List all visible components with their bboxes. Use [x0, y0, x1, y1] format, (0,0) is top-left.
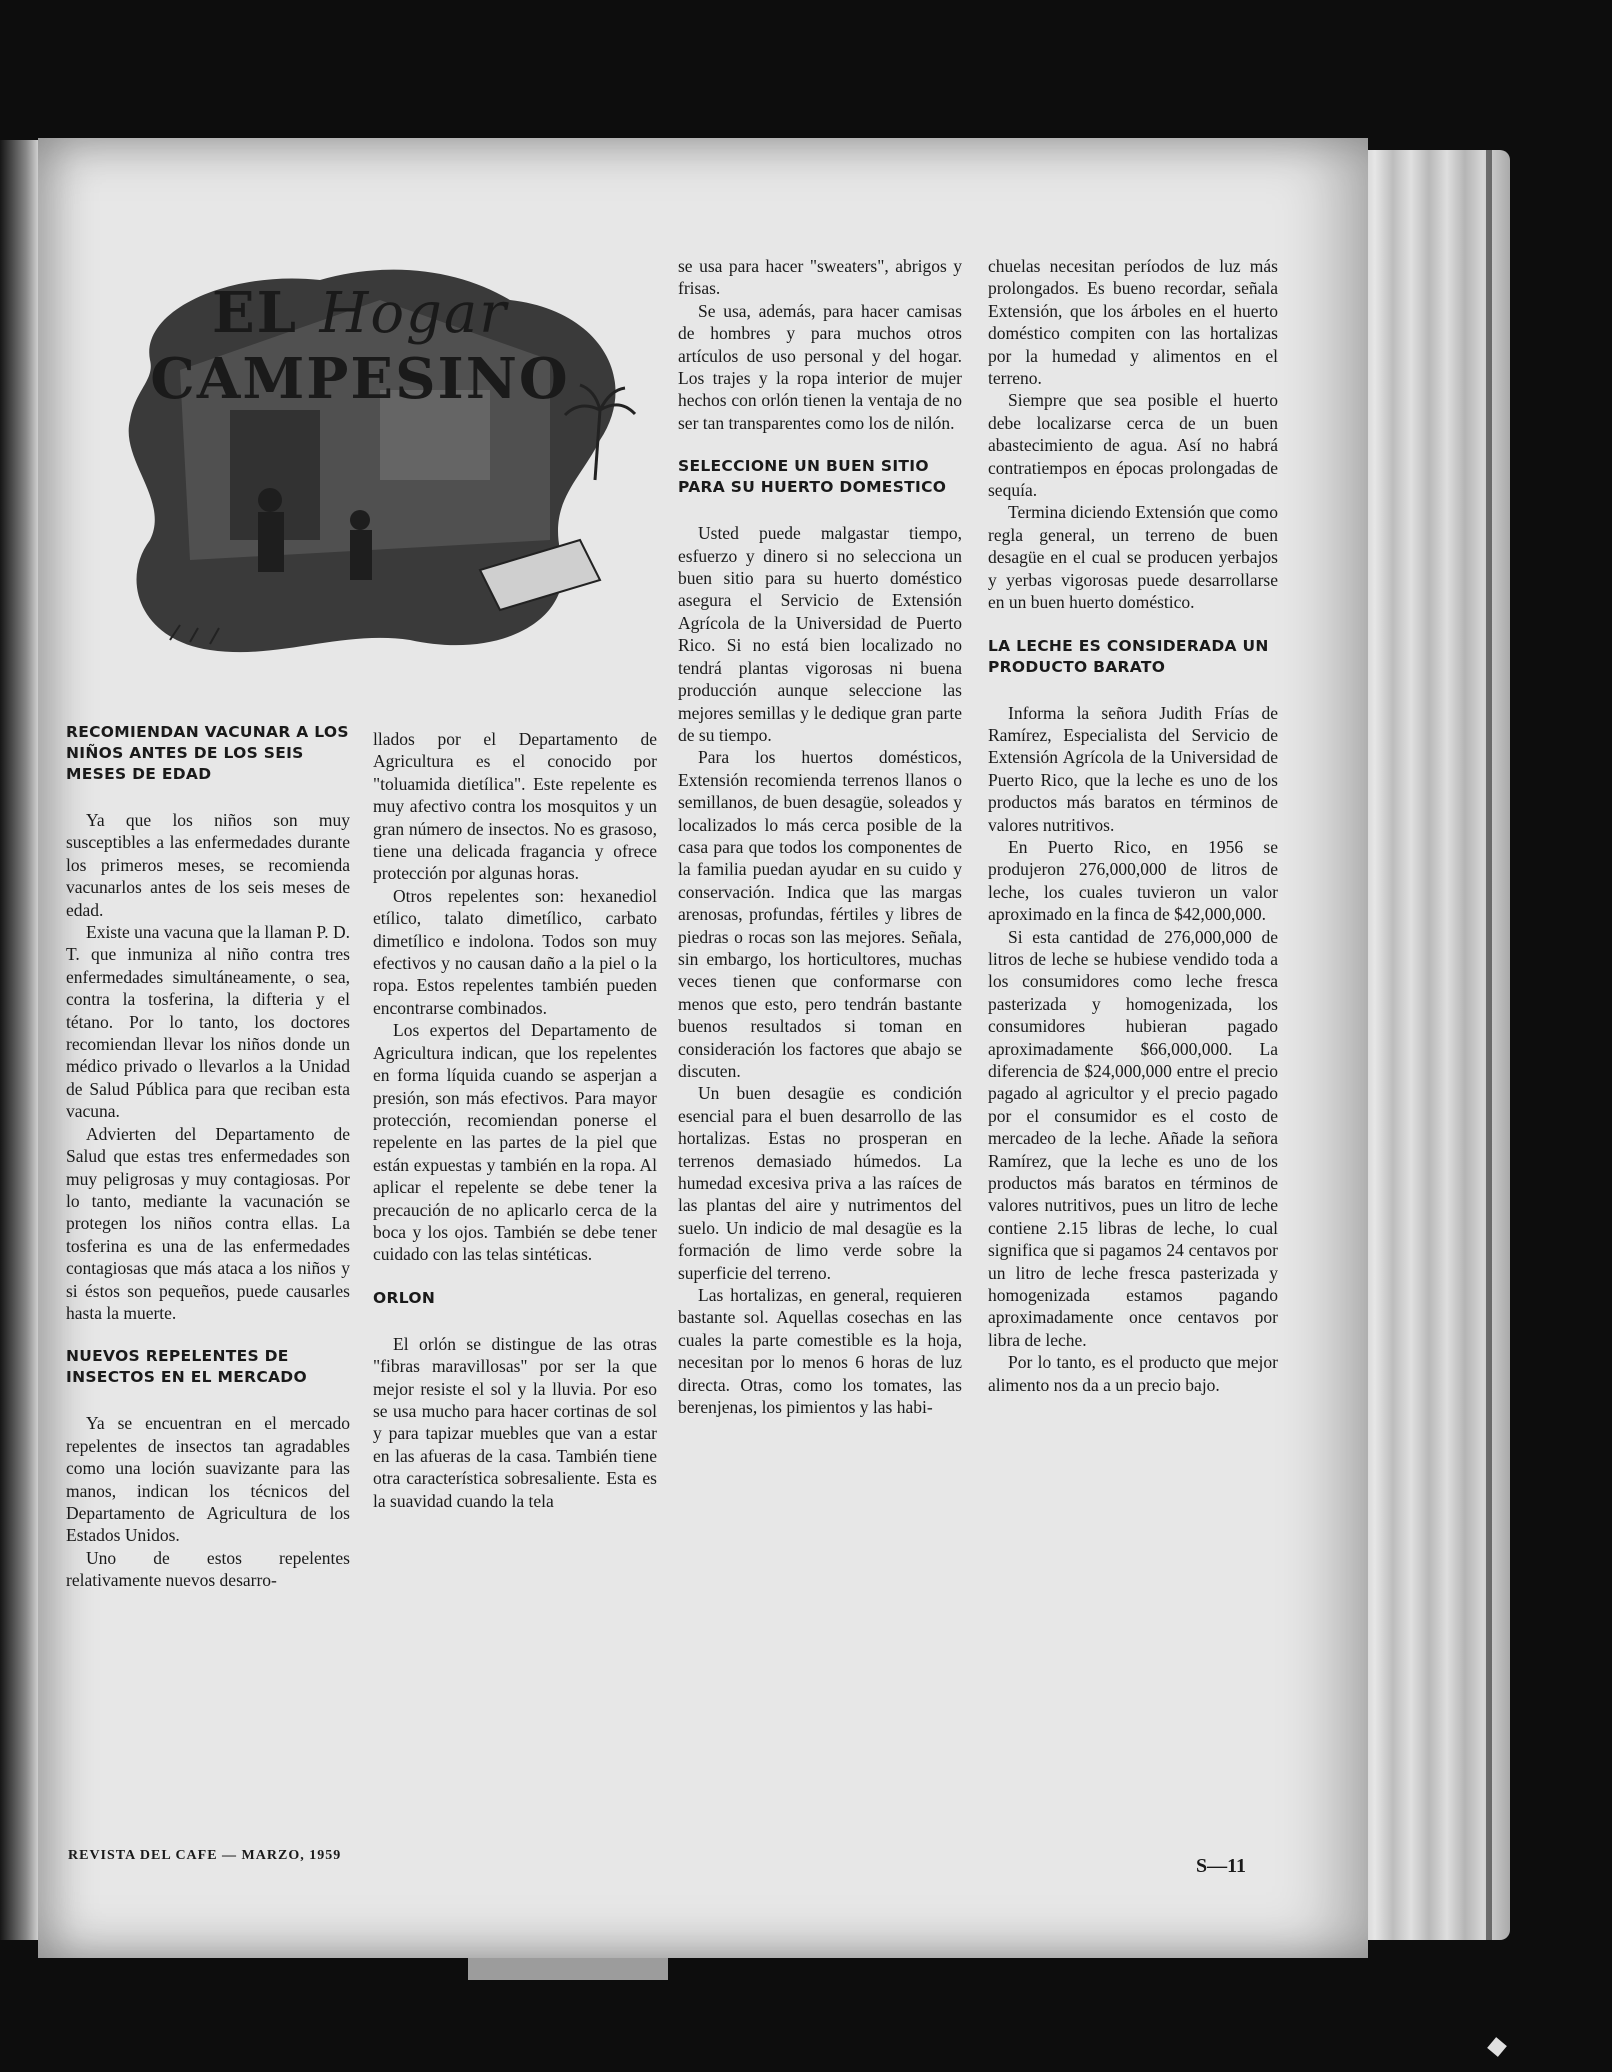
paragraph: Ya se encuentran en el mercado repelentes de insectos tan agradables como una loción suavizante para las manos, indican los técnicos del Departamento de Agricultura de los Estados Unidos. — [66, 1413, 350, 1546]
footer-publication: REVISTA DEL CAFE — MARZO, 1959 — [68, 1848, 342, 1863]
paragraph: Por lo tanto, es el producto que mejor alimento nos da a un precio bajo. — [988, 1352, 1278, 1395]
paragraph: Usted puede malgastar tiempo, esfuerzo y dinero si no selecciona un buen sitio para su huerto doméstico asegura el Servicio de Extensión Agrícola de la Universidad de Puerto Rico. Si no está bien localizado no tendrá plantas vigorosas ni buena producción aunque seleccione las mejores semillas y le dedique gran parte de su tiempo. — [678, 523, 962, 745]
masthead-title — [80, 280, 640, 412]
paragraph: llados por el Departamento de Agricultura es el conocido por "toluamida dietílica". Este repelente es muy afectivo contra los mosquitos y un gran número de insectos. No es grasoso, tiene una delicada fragancia y ofrece protección por algunas horas. — [373, 729, 657, 884]
paragraph: Uno de estos repelentes relativamente nuevos desarro- — [66, 1547, 350, 1591]
heading-orlon: ORLON — [373, 1288, 436, 1307]
paragraph: En Puerto Rico, en 1956 se produjeron 276,000,000 de litros de leche, los cuales tuvieron un valor aproximado en la finca de $42,000,000. — [988, 836, 1278, 925]
column-4 — [988, 255, 1278, 1396]
paragraph: Un buen desagüe es condición esencial para el buen desarrollo de las hortalizas. Estas no prosperan en terrenos demasiado húmedos. La humedad excesiva priva a las raíces de las plantas del aire y nutrimentos del suelo. Un indicio de mal desagüe es la formación de limo verde sobre la superficie del terreno. — [678, 1083, 962, 1283]
book-page-edges — [1360, 150, 1510, 1940]
masthead-word-hogar: Hogar — [319, 281, 509, 346]
paragraph: Si esta cantidad de 276,000,000 de litros de leche se hubiese vendido toda a los consumidores como leche fresca pasterizada y homogenizada, los consumidores hubieran pagado aproximadamente $66,000,000. La diferencia de $24,000,000 entre el precio pagado al agricultor y el precio pagado por el consumidor es el costo de mercadeo de la leche. Añade la señora Ramírez, que la leche es uno de los productos más baratos en términos de valores nutritivos, pues un litro de leche contiene 2.15 libras de leche, lo cual significa que si pagamos 24 centavos por un litro de leche fresca pasterizada y homogenizada estamos pagando aproximadamente once centavos por libra de leche. — [988, 926, 1278, 1350]
paragraph: Otros repelentes son: hexanediol etílico, talato dimetílico, carbato dimetílico e indolona. Todos son muy efectivos y no causan daño a la piel o la ropa. Estos repelentes también pueden encontrarse combinados. — [373, 885, 657, 1018]
left-page-edge — [0, 140, 38, 1940]
masthead-word-el: EL — [211, 280, 298, 346]
paragraph: chuelas necesitan períodos de luz más prolongados. Es bueno recordar, señala Extensión, que los árboles en el huerto doméstico compiten con las hortalizas por la humedad y alimentos en el terreno. — [988, 256, 1278, 389]
column-1 — [66, 722, 350, 1592]
paragraph: Termina diciendo Extensión que como regla general, un terreno de buen desagüe en el cual se producen yerbajos y yerbas vigorosas puede desarrollarse en un buen huerto doméstico. — [988, 502, 1278, 613]
paragraph: Existe una vacuna que la llaman P. D. T. que inmuniza al niño contra tres enfermedades simultáneamente, o sea, contra la tosferina, la difteria y el tétano. Por lo tanto, los doctores recomiendan llevar los niños donde un médico privado o llevarlos a la Unidad de Salud Pública para que reciban esta vacuna. — [66, 922, 350, 1122]
heading-repelentes: NUEVOS REPELENTES DE INSECTOS EN EL MERCADO — [66, 1347, 307, 1387]
page-tab — [468, 1958, 668, 1980]
heading-leche: LA LECHE ES CONSIDERADA UN PRODUCTO BARATO — [988, 636, 1269, 676]
heading-huerto: SELECCIONE UN BUEN SITIO PARA SU HUERTO DOMESTICO — [678, 457, 947, 497]
paragraph: Informa la señora Judith Frías de Ramírez, Especialista del Servicio de Extensión Agrícola de la Universidad de Puerto Rico, que la leche es uno de los productos más baratos en términos de valores nutritivos. — [988, 702, 1278, 835]
masthead-word-campesino: CAMPESINO — [150, 346, 570, 412]
corner-mark — [1487, 2037, 1507, 2057]
paragraph: Los expertos del Departamento de Agricultura indican, que los repelentes en forma líquida cuando se asperjan a presión, son más efectivos. Para mayor protección, recomiendan ponerse el repelente en las partes de la piel que están expuestas y también en la ropa. Al aplicar el repelente se debe tener la precaución de no aplicarlo cerca de la boca y los ojos. También se debe tener cuidado con las telas sintéticas. — [373, 1020, 657, 1265]
paragraph: El orlón se distingue de las otras "fibras maravillosas" por ser la que mejor resiste el sol y la lluvia. Por eso se usa mucho para hacer cortinas de sol y para tapizar muebles que van a estar en las afueras de la casa. También tiene otra característica sobresaliente. Esta es la suavidad cuando la tela — [373, 1333, 657, 1511]
paragraph: Las hortalizas, en general, requieren bastante sol. Aquellas cosechas en las cuales la parte comestible es la hoja, necesitan por lo menos 6 horas de luz directa. Otras, como los tomates, las berenjenas, los pimientos y las habi- — [678, 1285, 962, 1418]
page-number: S—11 — [1196, 1855, 1247, 1877]
column-3 — [678, 255, 962, 1419]
paragraph: Para los huertos domésticos, Extensión recomienda terrenos llanos o semillanos, de buen desagüe, soleados y localizados lo más cerca posible de la casa para que todos los componentes de la familia puedan ayudar en su cuido y conservación. Indica que las margas arenosas, profundas, fértiles y libres de piedras o rocas son las mejores. Señala, sin embargo, los horticultores, muchas veces tienen que conformarse con menos que esto, pero tendrán bastante buenos resultados si toman en consideración los factores que abajo se discuten. — [678, 747, 962, 1081]
paragraph: se usa para hacer "sweaters", abrigos y frisas. — [678, 256, 962, 299]
paragraph: Ya que los niños son muy susceptibles a las enfermedades durante los primeros meses, se recomienda vacunarlos antes de los seis meses de edad. — [66, 810, 350, 920]
masthead-illustration — [80, 240, 640, 670]
paragraph: Siempre que sea posible el huerto debe localizarse cerca de un buen abastecimiento de agua. Así no habrá contratiempos en épocas prolongadas de sequía. — [988, 390, 1278, 501]
paragraph: Advierten del Departamento de Salud que estas tres enfermedades son muy peligrosas y muy contagiosas. Por lo tanto, mediante la vacunación se protegen los niños contra ellas. La tosferina es una de las enfermedades contagiosas que más ataca a los niños y si éstos son pequeños, puede causarles hasta la muerte. — [66, 1123, 350, 1323]
paragraph: Se usa, además, para hacer camisas de hombres y para muchos otros artículos de uso personal y del hogar. Los trajes y la ropa interior de mujer hechos con orlón tienen la ventaja de no ser tan transparentes como los de nilón. — [678, 300, 962, 433]
heading-vacunar: RECOMIENDAN VACUNAR A LOS NIÑOS ANTES DE LOS SEIS MESES DE EDAD — [66, 723, 349, 783]
column-2 — [373, 728, 657, 1512]
